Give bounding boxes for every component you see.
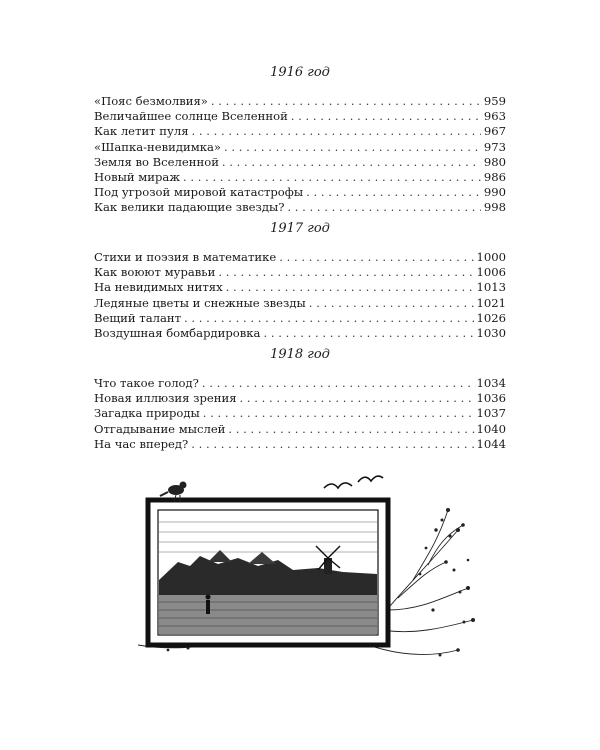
entry-title: Ледяные цветы и снежные звезды	[94, 295, 306, 310]
leader-dots	[240, 391, 477, 406]
toc-entry[interactable]	[94, 140, 506, 155]
toc-entry[interactable]	[94, 376, 506, 391]
leader-dots	[191, 437, 476, 452]
entry-title: Отгадывание мыслей	[94, 421, 226, 436]
entry-title: Что такое голод?	[94, 376, 199, 390]
figure-icon	[206, 595, 211, 615]
entry-page: 1006	[476, 265, 506, 280]
leader-dots	[203, 406, 477, 421]
entry-page: 1037	[476, 406, 506, 421]
entry-title: Новый мираж	[94, 169, 181, 184]
entry-page: 1021	[476, 295, 506, 310]
entry-page: 1026	[476, 310, 506, 325]
leader-dots	[306, 185, 481, 200]
leader-dots	[224, 140, 481, 155]
toc-section-1917	[94, 220, 506, 341]
entry-title: Как летит пуля	[94, 124, 189, 139]
entry-title: Величайшее солнце Вселенной	[94, 109, 288, 124]
entry-title: Вещий талант	[94, 310, 182, 325]
entry-page: 1040	[476, 421, 506, 436]
toc-entry[interactable]	[94, 200, 506, 215]
toc-entry[interactable]	[94, 265, 506, 280]
leader-dots	[279, 250, 476, 265]
entry-page: 1044	[476, 436, 506, 451]
entry-title: Как велики падающие звезды?	[94, 200, 285, 215]
leader-dots	[183, 170, 481, 185]
leader-dots	[222, 155, 481, 170]
toc-entry[interactable]	[94, 391, 506, 406]
entry-title: Загадка природы	[94, 406, 200, 421]
toc-entry[interactable]	[94, 326, 506, 341]
toc-entry[interactable]	[94, 296, 506, 311]
leader-dots	[263, 326, 476, 341]
leader-dots	[228, 422, 476, 437]
leader-dots	[192, 124, 481, 139]
toc-entry[interactable]	[94, 311, 506, 326]
entry-page: 1036	[476, 391, 506, 406]
entry-title: Земля во Вселенной	[94, 154, 219, 169]
entry-page: 963	[483, 109, 506, 124]
section-year: 1917 год	[270, 221, 330, 236]
leader-dots	[218, 265, 476, 280]
toc-entry[interactable]	[94, 155, 506, 170]
toc-entry[interactable]	[94, 406, 506, 421]
entry-page: 959	[483, 94, 506, 108]
entry-title: Стихи и поэзия в математике	[94, 250, 277, 264]
toc-entry[interactable]	[94, 437, 506, 452]
entry-page: 967	[483, 124, 506, 139]
toc-entry[interactable]	[94, 170, 506, 185]
entry-page: 973	[483, 139, 506, 154]
toc-entry[interactable]	[94, 109, 506, 124]
entry-title: На час вперед?	[94, 436, 189, 451]
entry-title: Под угрозой мировой катастрофы	[94, 185, 304, 200]
entry-title: «Шапка-невидимка»	[94, 139, 222, 154]
entry-title: «Пояс безмолвия»	[94, 94, 208, 108]
entry-title: Новая иллюзия зрения	[94, 391, 237, 406]
entry-page: 998	[483, 200, 506, 215]
entry-page: 990	[483, 185, 506, 200]
toc-entry[interactable]	[94, 280, 506, 295]
entry-page: 980	[483, 154, 506, 169]
entry-title: Как воюют муравьи	[94, 265, 216, 280]
entry-title: Воздушная бомбардировка	[94, 325, 261, 340]
engraving-landscape-icon	[128, 470, 480, 670]
leader-dots	[184, 311, 476, 326]
toc-entry[interactable]	[94, 422, 506, 437]
toc-section-1918	[94, 346, 506, 452]
leader-dots	[309, 296, 477, 311]
toc-entry[interactable]	[94, 185, 506, 200]
toc-entry[interactable]	[94, 250, 506, 265]
leader-dots	[291, 109, 481, 124]
birds-icon	[324, 476, 383, 488]
section-year: 1918 год	[270, 347, 330, 362]
leader-dots	[287, 200, 480, 215]
section-year: 1916 год	[270, 65, 330, 80]
toc-section-1916	[94, 64, 506, 216]
leader-dots	[226, 280, 477, 295]
entry-page: 1013	[476, 280, 506, 295]
toc-entry[interactable]	[94, 124, 506, 139]
entry-page: 1034	[476, 376, 506, 390]
leader-dots	[202, 376, 477, 391]
entry-page: 1030	[476, 325, 506, 340]
entry-page: 1000	[476, 250, 506, 264]
toc-entry[interactable]	[94, 94, 506, 109]
landscape-scene	[159, 511, 377, 634]
entry-page: 986	[483, 169, 506, 184]
entry-title: На невидимых нитях	[94, 280, 223, 295]
leader-dots	[211, 94, 481, 109]
